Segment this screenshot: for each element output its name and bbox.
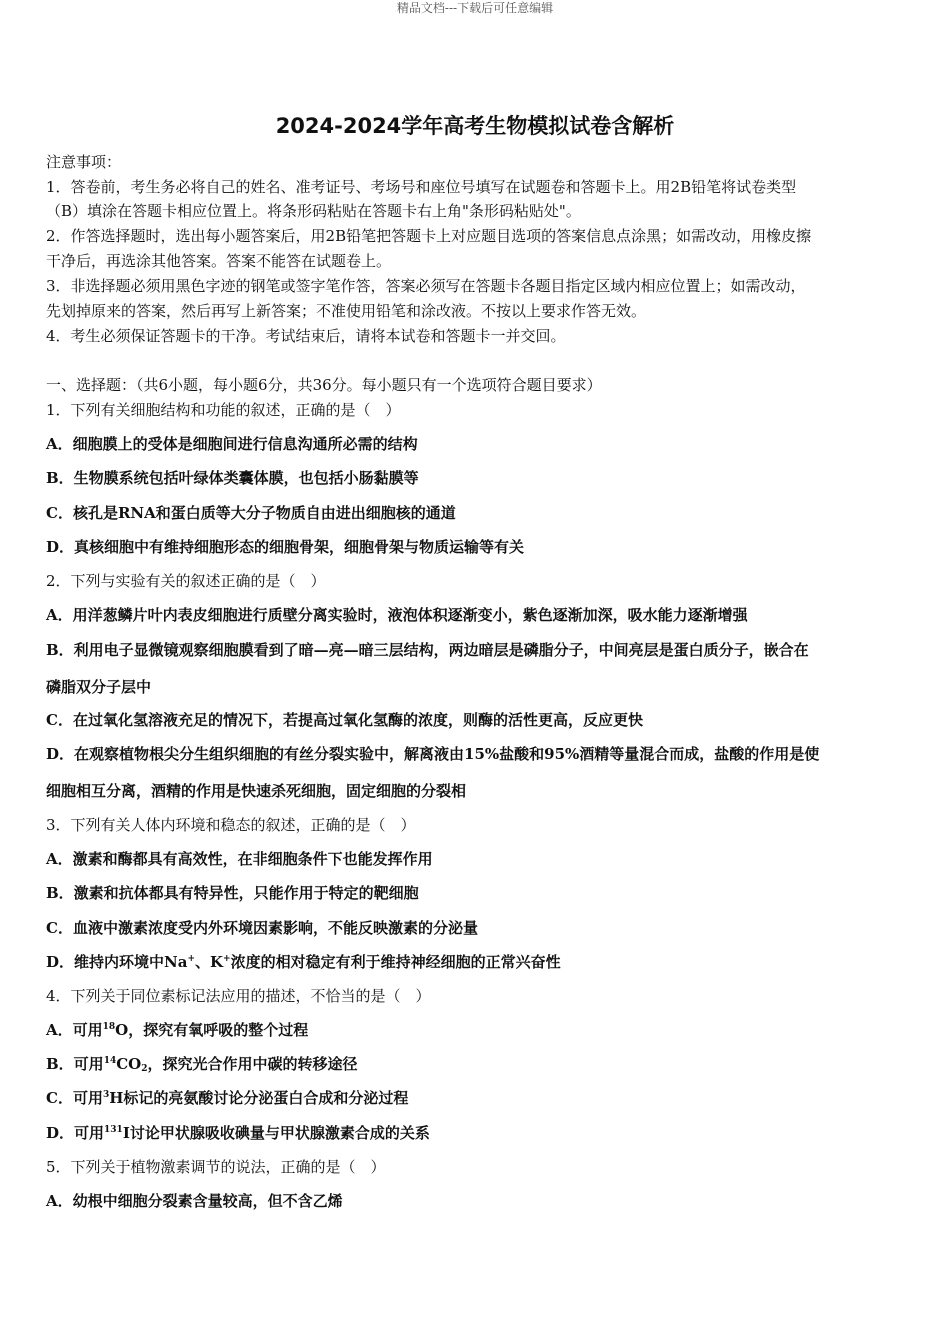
notice-line-7: 4．考生必须保证答题卡的干净。考试结束后，请将本试卷和答题卡一并交回。 (46, 327, 566, 345)
notice-line-2: （B）填涂在答题卡相应位置上。将条形码粘贴在答题卡右上角"条形码粘贴处"。 (46, 202, 581, 220)
q3-d-text-1: D．维持内环境中Na (46, 953, 188, 971)
q5-stem: 5．下列关于植物激素调节的说法，正确的是（ ） (46, 1158, 386, 1176)
q3-d-text-2: 、K (195, 953, 224, 971)
q2-option-c: C．在过氧化氢溶液充足的情况下，若提高过氧化氢酶的浓度，则酶的活性更高，反应更快 (46, 711, 643, 729)
q2-option-a: A．用洋葱鳞片叶内表皮细胞进行质壁分离实验时，液泡体积逐渐变小，紫色逐渐加深，吸水能力逐渐增强 (46, 606, 748, 624)
q3-option-c: C．血液中激素浓度受内外环境因素影响，不能反映激素的分泌量 (46, 919, 478, 937)
q2-option-b-line1: B．利用电子显微镜观察细胞膜看到了暗—亮—暗三层结构，两边暗层是磷脂分子，中间亮层是蛋白质分子，嵌合在 (46, 641, 809, 659)
q2-stem: 2．下列与实验有关的叙述正确的是（ ） (46, 572, 326, 590)
q2-option-d-line1: D．在观察植物根尖分生组织细胞的有丝分裂实验中，解离液由15%盐酸和95%酒精等量混合而成，盐酸的作用是使 (46, 745, 820, 763)
notice-line-5: 3．非选择题必须用黑色字迹的钢笔或签字笔作答，答案必须写在答题卡各题目指定区域内相应位置上；如需改动， (46, 277, 806, 295)
q4-option-a (46, 1019, 308, 1041)
q1-option-c: C．核孔是RNA和蛋白质等大分子物质自由进出细胞核的通道 (46, 504, 456, 522)
notice-line-3: 2．作答选择题时，选出每小题答案后，用2B铅笔把答题卡上对应题目选项的答案信息点涂黑；如需改动，用橡皮擦 (46, 227, 812, 245)
notice-line-1: 1．答卷前，考生务必将自己的姓名、准考证号、考场号和座位号填写在试题卷和答题卡上。用2B铅笔将试卷类型 (46, 178, 797, 196)
q3-stem: 3．下列有关人体内环境和稳态的叙述，正确的是（ ） (46, 816, 416, 834)
q4-b-text-3: ，探究光合作用中碳的转移途径 (147, 1055, 358, 1073)
q4-b-text-1: B．可用 (46, 1055, 104, 1073)
q4-c-text-2: H标记的亮氨酸讨论分泌蛋白合成和分泌过程 (109, 1089, 409, 1107)
q4-option-b (46, 1053, 358, 1075)
notice-heading: 注意事项： (46, 153, 122, 171)
q3-option-a: A．激素和酶都具有高效性，在非细胞条件下也能发挥作用 (46, 850, 433, 868)
q4-stem: 4．下列关于同位素标记法应用的描述，不恰当的是（ ） (46, 987, 431, 1005)
notice-line-4: 干净后，再选涂其他答案。答案不能答在试题卷上。 (46, 252, 392, 270)
q4-a-text-1: A．可用 (46, 1021, 103, 1039)
q4-option-d (46, 1122, 430, 1144)
page-title: 2024-2024学年高考生物模拟试卷含解析 (275, 114, 675, 138)
q5-option-a: A．幼根中细胞分裂素含量较高，但不含乙烯 (46, 1192, 343, 1210)
q4-c-sup: 3 (102, 1090, 110, 1100)
q1-option-b: B．生物膜系统包括叶绿体类囊体膜，也包括小肠黏膜等 (46, 469, 419, 487)
q3-d-text-3: 浓度的相对稳定有利于维持神经细胞的正常兴奋性 (230, 953, 561, 971)
q4-a-sup: 18 (102, 1022, 116, 1032)
q2-option-b-line2: 磷脂双分子层中 (46, 678, 152, 696)
q4-a-text-2: O，探究有氧呼吸的整个过程 (115, 1021, 309, 1039)
q4-d-text-2: I讨论甲状腺吸收碘量与甲状腺激素合成的关系 (122, 1124, 430, 1142)
q4-c-text-1: C．可用 (46, 1089, 103, 1107)
q2-option-d-line2: 细胞相互分离，酒精的作用是快速杀死细胞，固定细胞的分裂相 (46, 782, 467, 800)
q4-d-text-1: D．可用 (46, 1124, 105, 1142)
section-heading: 一、选择题：（共6小题，每小题6分，共36分。每小题只有一个选项符合题目要求） (46, 376, 602, 394)
q3-option-b: B．激素和抗体都具有特异性，只能作用于特定的靶细胞 (46, 884, 419, 902)
q4-b-text-2: CO (116, 1055, 142, 1073)
q3-option-d (46, 951, 561, 973)
q1-stem: 1．下列有关细胞结构和功能的叙述，正确的是（ ） (46, 401, 401, 419)
q1-option-d: D．真核细胞中有维持细胞形态的细胞骨架，细胞骨架与物质运输等有关 (46, 538, 525, 556)
q4-option-c (46, 1087, 408, 1109)
q4-b-sub: 2 (141, 1064, 148, 1074)
q1-option-a: A．细胞膜上的受体是细胞间进行信息沟通所必需的结构 (46, 435, 418, 453)
q3-d-sup-1: + (187, 954, 195, 964)
q4-d-sup: 131 (104, 1125, 123, 1135)
q3-d-sup-2: + (223, 954, 231, 964)
notice-line-6: 先划掉原来的答案，然后再写上新答案；不准使用铅笔和涂改液。不按以上要求作答无效。 (46, 302, 647, 320)
page-header: 精品文档---下载后可任意编辑 (396, 1, 554, 15)
q4-b-sup: 14 (103, 1056, 117, 1066)
